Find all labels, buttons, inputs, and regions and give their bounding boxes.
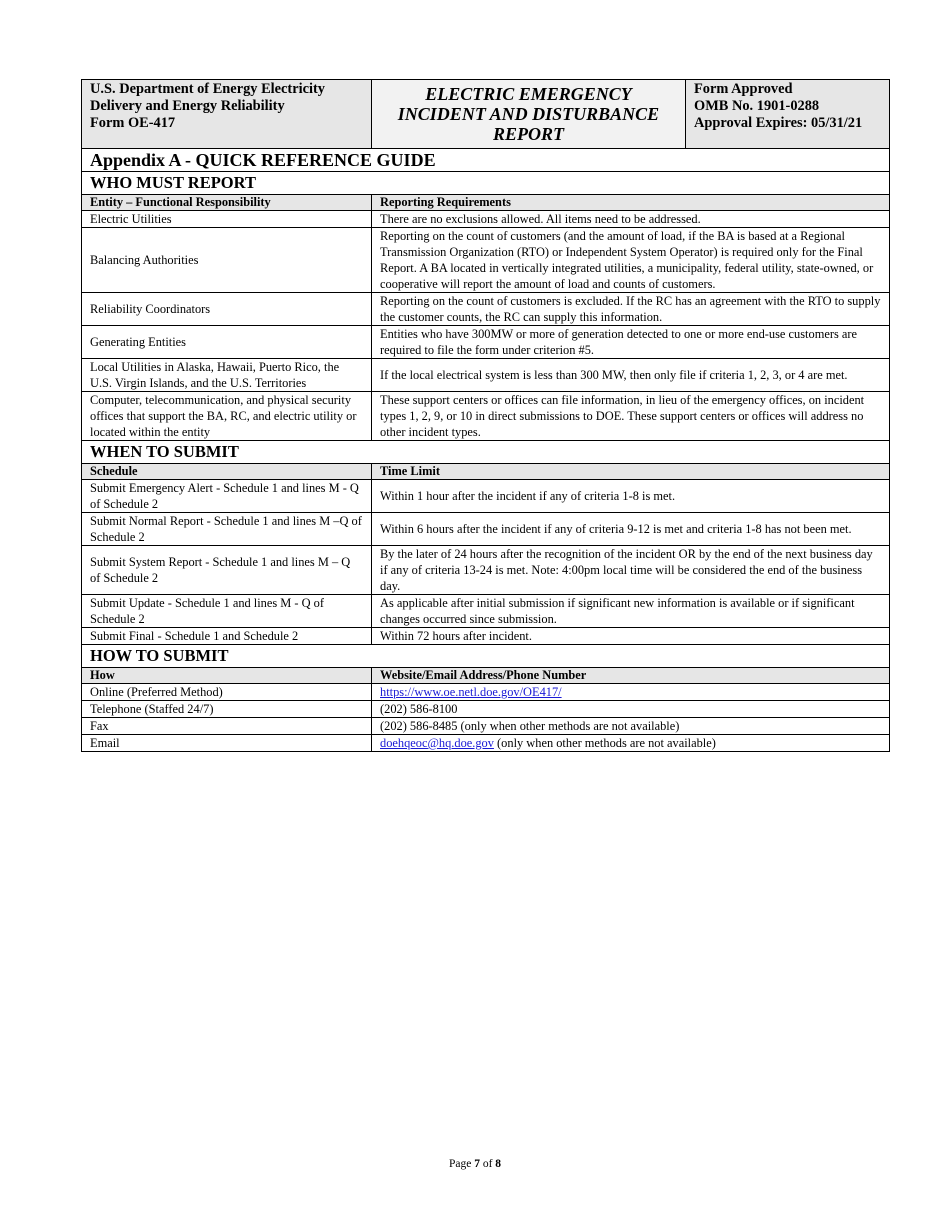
schedule-cell: Submit Update - Schedule 1 and lines M - Q of Schedule 2 <box>82 595 372 628</box>
entity-cell: Generating Entities <box>82 326 372 359</box>
column-header: Reporting Requirements <box>372 195 890 211</box>
requirement-cell: Reporting on the count of customers (and the amount of load, if the BA is based at a Regional Transmission Organization (RTO) or Independent System Operator) is required only for the Final Report. A BA located in vertically integrated utilities, a municipality, federal utility, state-owned, or cooperative will report the amount of load and counts of customers. <box>372 228 890 293</box>
requirement-cell: These support centers or offices can file information, in lieu of the emergency offices, on incident types 1, 2, 9, or 10 in direct submissions to DOE. These support centers or offices will address no other incident types. <box>372 392 890 441</box>
table-row <box>82 211 890 228</box>
method-cell: Online (Preferred Method) <box>82 684 372 701</box>
page-total: 8 <box>495 1158 502 1170</box>
reference-table <box>81 79 890 752</box>
form-number: Form OE-417 <box>90 115 176 131</box>
schedule-cell: Submit System Report - Schedule 1 and lines M – Q of Schedule 2 <box>82 546 372 595</box>
time-limit-cell: Within 72 hours after incident. <box>372 628 890 645</box>
quick-reference-sheet <box>81 79 889 752</box>
table-row <box>82 480 890 513</box>
page-of: of <box>479 1158 496 1170</box>
table-row <box>82 718 890 735</box>
approval-line: Form Approved <box>694 81 793 97</box>
title-line: REPORT <box>492 124 564 144</box>
approval-block <box>686 80 890 149</box>
page-footer <box>0 1158 950 1170</box>
agency-line: U.S. Department of Energy Electricity <box>90 81 325 97</box>
method-cell: Fax <box>82 718 372 735</box>
table-row <box>82 228 890 293</box>
email-link[interactable]: doehqeoc@hq.doe.gov <box>380 736 494 750</box>
table-row <box>82 513 890 546</box>
contact-cell <box>372 735 890 752</box>
title-line: INCIDENT AND DISTURBANCE <box>397 104 660 124</box>
requirement-cell: If the local electrical system is less than 300 MW, then only file if criteria 1, 2, 3, or 4 are met. <box>372 359 890 392</box>
time-limit-cell: By the later of 24 hours after the recognition of the incident OR by the end of the next business day if any of criteria 13-24 is met. Note: 4:00pm local time will be considered the end of the business day. <box>372 546 890 595</box>
online-form-link[interactable]: https://www.oe.netl.doe.gov/OE417/ <box>380 685 562 699</box>
when-column-headers <box>82 464 890 480</box>
time-limit-cell: As applicable after initial submission if significant new information is available or if significant changes occurred since submission. <box>372 595 890 628</box>
table-row <box>82 392 890 441</box>
section-title-who: WHO MUST REPORT <box>82 172 890 195</box>
schedule-cell: Submit Final - Schedule 1 and Schedule 2 <box>82 628 372 645</box>
entity-cell: Balancing Authorities <box>82 228 372 293</box>
form-title <box>372 80 686 149</box>
time-limit-cell: Within 6 hours after the incident if any of criteria 9-12 is met and criteria 1-8 has not been met. <box>372 513 890 546</box>
column-header: Website/Email Address/Phone Number <box>372 668 890 684</box>
table-row <box>82 359 890 392</box>
entity-cell: Local Utilities in Alaska, Hawaii, Puerto Rico, the U.S. Virgin Islands, and the U.S. Territories <box>82 359 372 392</box>
column-header: How <box>82 668 372 684</box>
contact-cell <box>372 684 890 701</box>
requirement-cell: Entities who have 300MW or more of generation detected to one or more end-use customers are required to file the form under criterion #5. <box>372 326 890 359</box>
page-number: 7 <box>474 1158 480 1170</box>
table-row <box>82 628 890 645</box>
omb-number: OMB No. 1901-0288 <box>694 98 820 114</box>
table-row <box>82 735 890 752</box>
table-row <box>82 546 890 595</box>
email-note: (only when other methods are not available) <box>493 736 716 750</box>
column-header: Time Limit <box>372 464 890 480</box>
who-column-headers <box>82 195 890 211</box>
method-cell: Email <box>82 735 372 752</box>
column-header: Entity – Functional Responsibility <box>82 195 372 211</box>
entity-cell: Reliability Coordinators <box>82 293 372 326</box>
approval-expiry: Approval Expires: 05/31/21 <box>694 115 863 131</box>
requirement-cell: There are no exclusions allowed. All items need to be addressed. <box>372 211 890 228</box>
table-row <box>82 701 890 718</box>
table-row <box>82 326 890 359</box>
title-line: ELECTRIC EMERGENCY <box>425 84 632 104</box>
phone-number: (202) 586-8100 <box>372 701 890 718</box>
table-row <box>82 293 890 326</box>
entity-cell: Computer, telecommunication, and physical security offices that support the BA, RC, and electric utility or located within the entity <box>82 392 372 441</box>
schedule-cell: Submit Emergency Alert - Schedule 1 and lines M - Q of Schedule 2 <box>82 480 372 513</box>
fax-number: (202) 586-8485 (only when other methods are not available) <box>372 718 890 735</box>
entity-cell: Electric Utilities <box>82 211 372 228</box>
agency-line: Delivery and Energy Reliability <box>90 98 285 114</box>
page-prefix: Page <box>448 1158 475 1170</box>
column-header: Schedule <box>82 464 372 480</box>
table-row <box>82 684 890 701</box>
time-limit-cell: Within 1 hour after the incident if any of criteria 1-8 is met. <box>372 480 890 513</box>
how-column-headers <box>82 668 890 684</box>
section-title-how: HOW TO SUBMIT <box>82 645 890 668</box>
schedule-cell: Submit Normal Report - Schedule 1 and lines M –Q of Schedule 2 <box>82 513 372 546</box>
table-row <box>82 595 890 628</box>
method-cell: Telephone (Staffed 24/7) <box>82 701 372 718</box>
requirement-cell: Reporting on the count of customers is excluded. If the RC has an agreement with the RTO to supply the customer counts, the RC can supply this information. <box>372 293 890 326</box>
appendix-title: Appendix A - QUICK REFERENCE GUIDE <box>82 149 890 172</box>
form-header <box>82 80 890 149</box>
agency-block <box>82 80 372 149</box>
section-title-when: WHEN TO SUBMIT <box>82 441 890 464</box>
